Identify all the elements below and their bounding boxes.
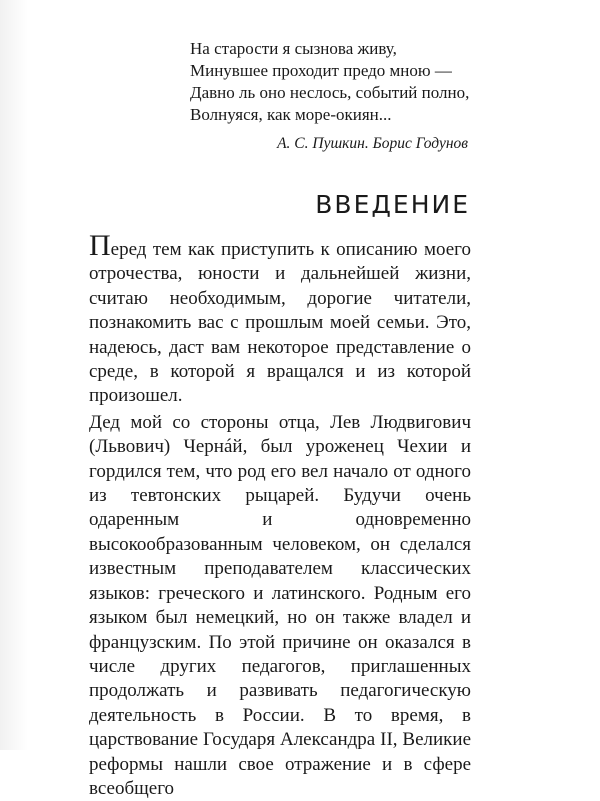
- drop-cap: П: [89, 229, 111, 262]
- page-gutter-shadow: [0, 0, 28, 750]
- paragraph-2: [89, 409, 471, 801]
- body-text: [89, 229, 471, 801]
- epigraph-line: Волнуяся, как море-окиян...: [190, 105, 392, 124]
- paragraph-1-text: еред тем как приступить к описанию моего отрочества, юности и дальнейшей жизни, считаю необходимым, дорогие читатели, познакомить вас с прошлым моей семьи. Это, надеюсь, даст вам некоторое представление о среде, в которой я вращался и из которой произошел.: [89, 239, 471, 407]
- chapter-title: ВВЕДЕНИЕ: [315, 190, 470, 219]
- epigraph-line: Минувшее проходит предо мною —: [190, 61, 452, 80]
- paragraph-2-text: Дед мой со стороны отца, Лев Людвигович (Львович) Чернáй, был уроженец Чехии и гордился тем, что род его вел начало от одного из тевтонских рыцарей. Будучи очень одаренным и одновременно высокообразованным человеком, он сделался известным преподавателем классических языков: греческого и латинского. Родным его языком был немецкий, но он также владел и французским. По этой причине он оказался в числе других педагогов, приглашенных продолжать и развивать педагогическую деятельность в России. В то время, в царствование Государя Александра II, Великие реформы нашли свое отражение и в сфере всеобщего: [89, 411, 471, 799]
- paragraph-1: [89, 229, 471, 409]
- epigraph-line: На старости я сызнова живу,: [190, 39, 397, 58]
- first-word: [89, 229, 111, 262]
- epigraph-line: Давно ль оно неслось, событий полно,: [190, 83, 470, 102]
- epigraph: [190, 38, 490, 126]
- paragraph-spacer: [89, 409, 471, 411]
- epigraph-attribution: А. С. Пушкин. Борис Годунов: [277, 135, 468, 152]
